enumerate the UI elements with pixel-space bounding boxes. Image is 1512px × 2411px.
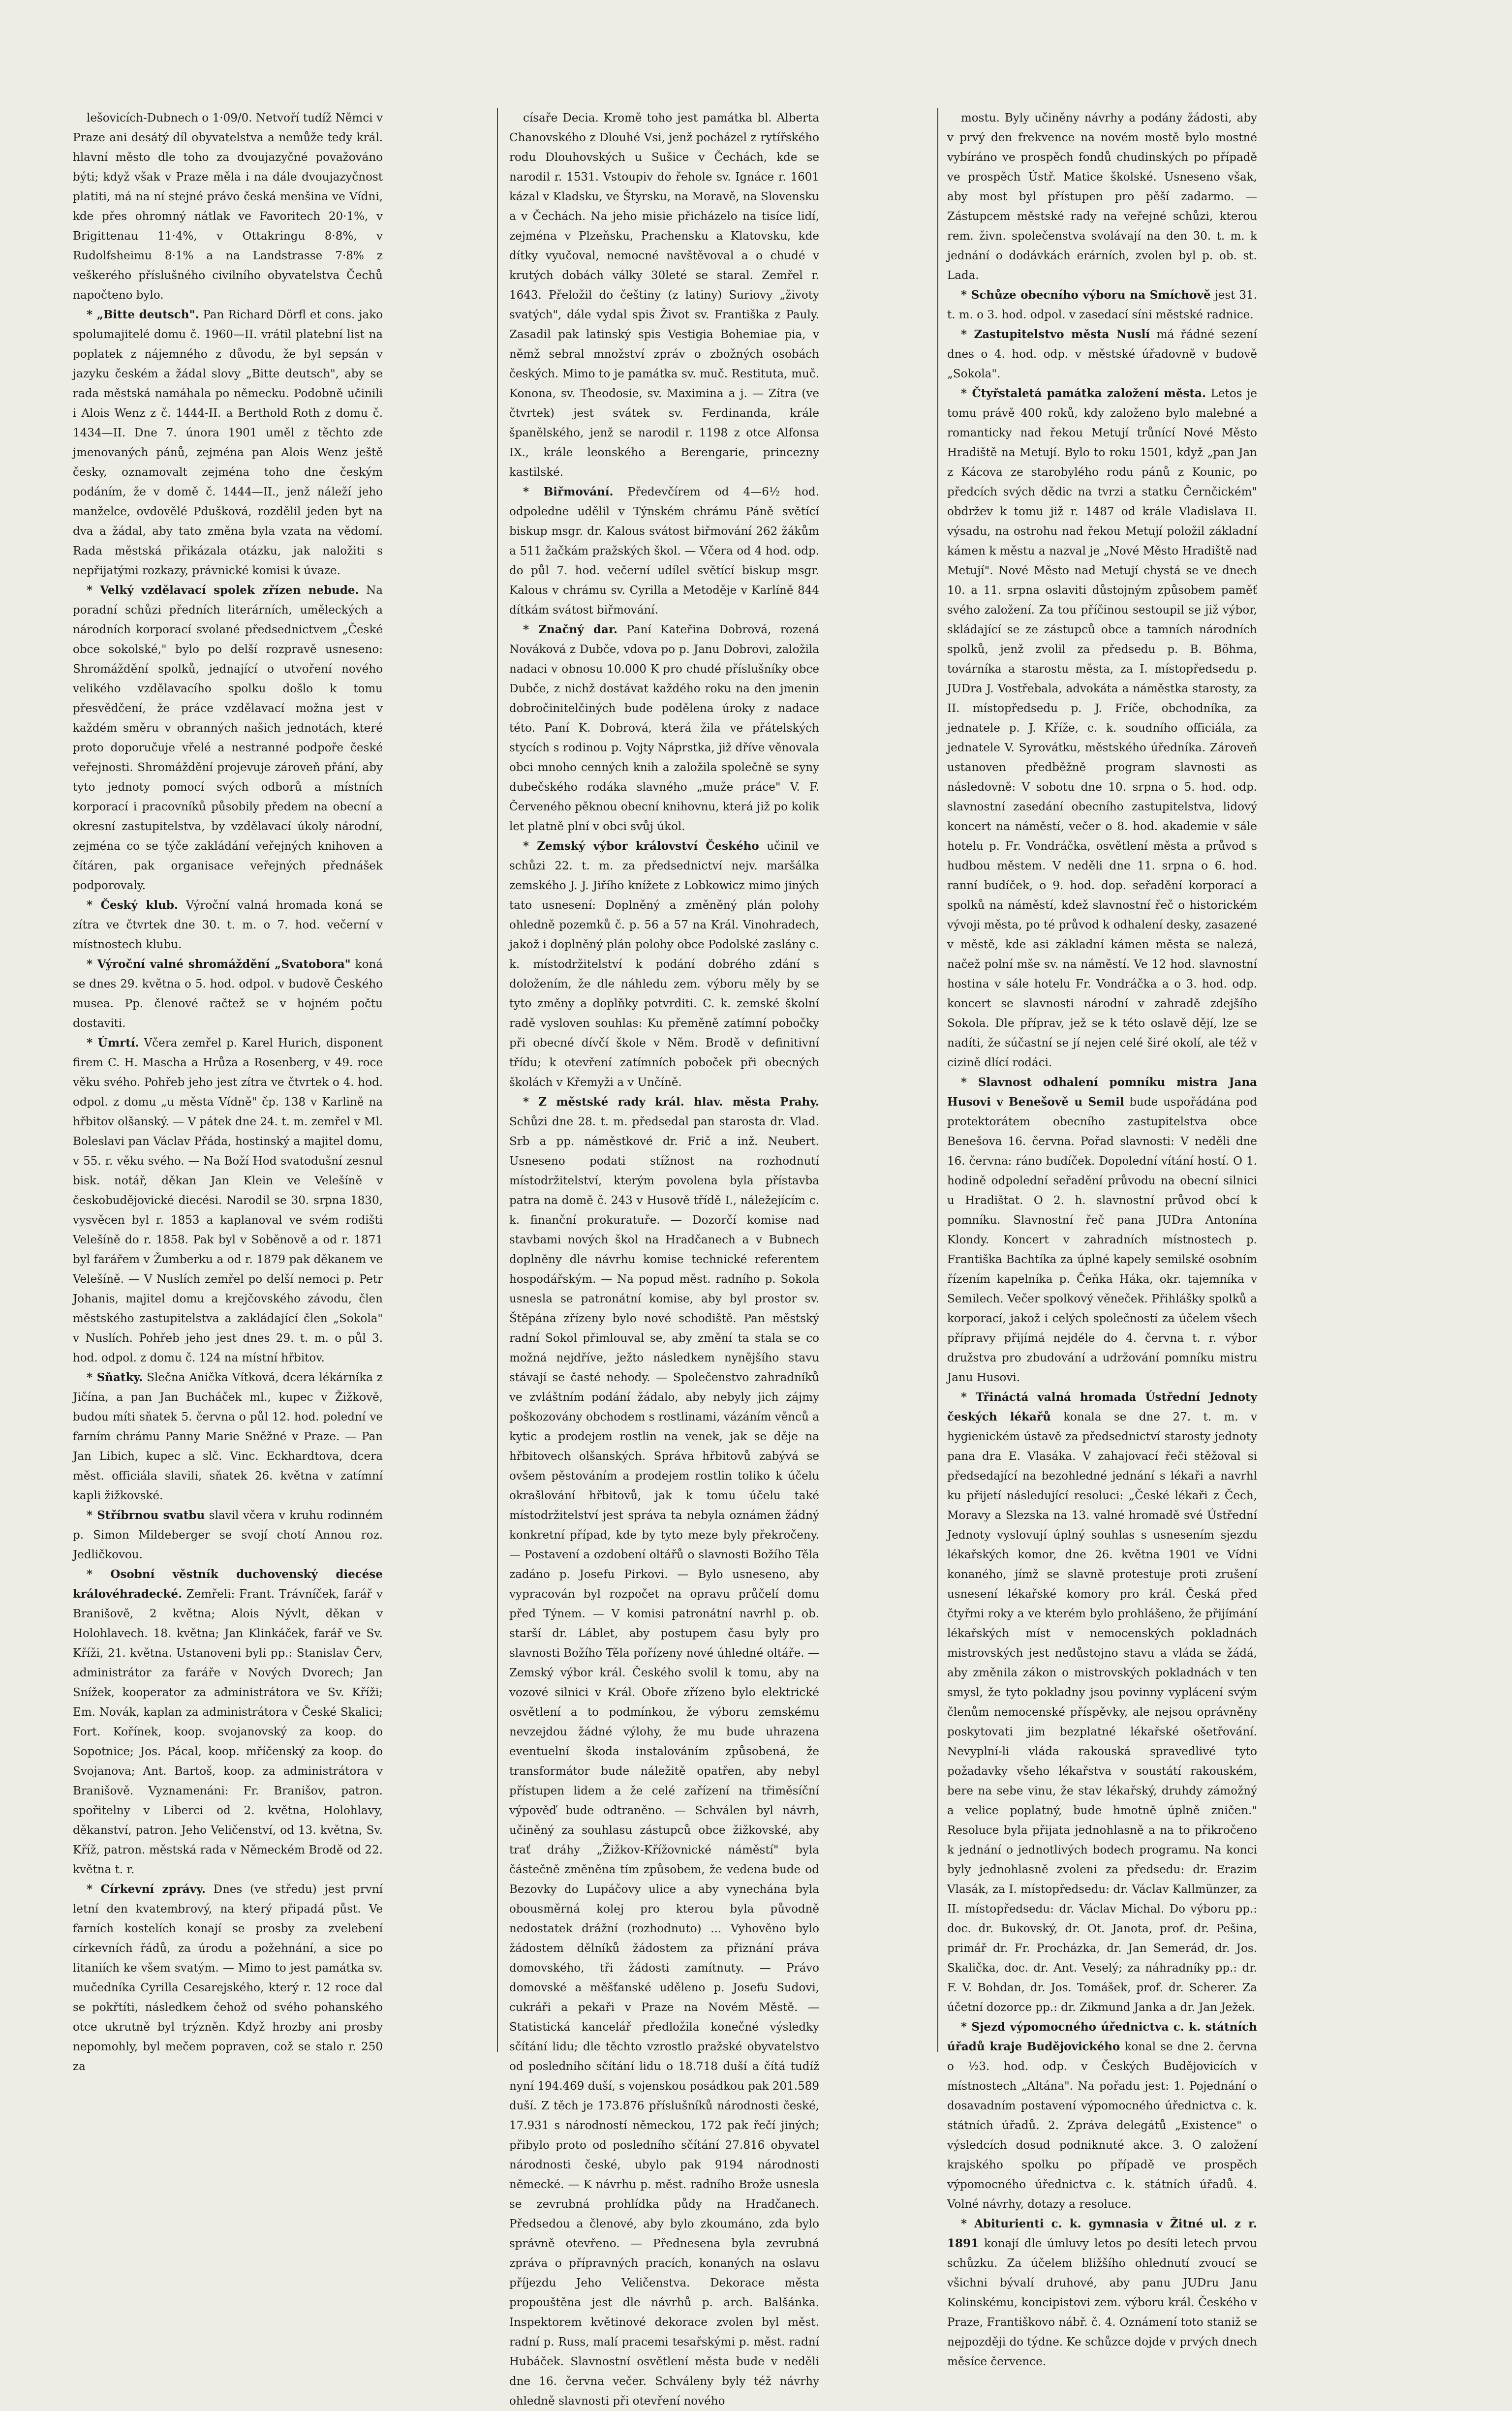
article-heading: * Třináctá valná hromada Ústřední Jednoty českých lékařů <box>947 1391 1257 1423</box>
article-heading: * Výroční valné shromáždění „Svatobora" <box>87 958 351 971</box>
text-column-3 <box>947 108 1258 2368</box>
article-heading: * Zastupitelstvo města Nuslí <box>961 328 1150 341</box>
column-rule <box>497 108 498 2052</box>
article-heading: * Český klub. <box>87 898 178 912</box>
text-column-1 <box>73 108 383 2073</box>
article-paragraph <box>73 1506 383 1565</box>
article-heading: * Velký vzdělavací spolek zřízen nebude. <box>87 584 359 597</box>
article-text: jest 31. t. m. o 3. hod. odpol. v zasedací síni městské radnice. <box>947 289 1258 321</box>
article-paragraph <box>73 896 383 955</box>
article-text: mostu. Byly učiněny návrhy a podány žádosti, aby v prvý den frekvence na novém mostě bylo mostné vybíráno ve prospěch fondů chudinských po případě ve prospěch Ústř. Matice školské. Usneseno však, aby most byl přístupen pro pěší zadarmo. — Zástupcem městské rady na veřejné schůzi, kterou rem. živn. společenstva svolávají na den 30. t. m. k jednání o dodávkách erárních, zvolen byl p. ob. st. Lada. <box>947 112 1257 282</box>
article-paragraph <box>73 108 383 305</box>
article-heading: * Stříbrnou svatbu <box>87 1509 205 1522</box>
article-paragraph <box>73 955 383 1033</box>
article-heading: * Zemský výbor království Českého <box>523 839 759 853</box>
article-paragraph <box>947 1073 1257 1388</box>
article-paragraph <box>73 581 383 896</box>
article-text: Pan Richard Dörfl et cons. jako spolumajitelé domu č. 1960—II. vrátil platební list na poplatek z nájemného z důvodu, že byl sepsán v jazyku českém a žádal slovy „Bitte deutsch", aby se rada městská namáhala po německu. Podobně učinili i Alois Wenz z č. 1444-II. a Berthold Roth z domu č. 1434—II. Dne 7. února 1901 uměl z těchto zde jmenovaných pánů, zejména pan Alois Wenz ještě česky, oznamovalt zejména toho dne českým podáním, že v domě č. 1444—II., jenž náleží jeho manželce, ovdovělé Pdušková, rozdělil jeden byt na dva a žádal, aby tato změna byla vzata na vědomí. Rada městská přikázala otázku, jak naložiti s nepřijatými rozkazy, právnické komisi k úvaze. <box>73 309 383 577</box>
article-text: lešovicích-Dubnech o 1·09/0. Netvoří tudíž Němci v Praze ani desátý díl obyvatelstva a nemůže tedy král. hlavní město dle toho za dvoujazyčné považováno býti; když však v Praze měla i na dále dvoujazyčnost platiti, má na ní stejné právo česká menšina ve Vídni, kde přes ohromný nátlak ve Favoritech 20·1%, v Brigittenau 11·4%, v Ottakringu 8·8%, v Rudolfsheimu 8·1% a na Landstrasse 7·8% z veškerého příslušného civilního obyvatelstva Čechů napočteno bylo. <box>73 112 383 302</box>
article-text: konají dle úmluvy letos po desíti letech prvou schůzku. Za účelem bližšího ohlednutí zvoucí se všichni bývalí druhové, aby panu JUDru Janu Kolinskému, koncipistovi zem. výboru král. Českého v Praze, Františkovo nábř. č. 4. Oznámení toto staniž se nejpozději do týdne. Ke schůzce dojde v prvých dnech měsíce července. <box>947 2237 1258 2368</box>
article-text: Slečna Anička Vítková, dcera lékárníka z Jičína, a pan Jan Bucháček ml., kupec v Žižkově, budou míti sňatek 5. června o půl 12. hod. polední ve farním chrámu Panny Marie Sněžné v Praze. — Pan Jan Libich, kupec a slč. Vinc. Eckhardtova, dcera měst. officiála slavili, sňatek 26. května v zatímní kapli žižkovské. <box>73 1371 383 1502</box>
text-column-2 <box>509 108 820 2408</box>
article-heading: * Z městské rady král. hlav. města Prahy. <box>523 1095 819 1109</box>
article-heading: * Slavnost odhalení pomníku mistra Jana Husovi v Benešově u Semil <box>947 1076 1257 1109</box>
article-text: bude uspořádána pod protektorátem obecního zastupitelstva obce Benešova 16. června. Pořad slavnosti: V neděli dne 16. června: ráno budíček. Dopolední vítání hostí. O 1. hodině odpolední seřadění průvodu na obecní silnici u Hradištat. O 2. h. slavnostní průvod obcí k pomníku. Slavnostní řeč pana JUDra Antonína Klondy. Koncert v zahradních místnostech p. Františka Bachtíka za úplné kapely semilské osobním řízením kapelníka p. Čeňka Háka, okr. tajemníka v Semilech. Večer spolkový věneček. Přihlášky spolků a korporací, jakož i celých společností za účelem všech přípravy přijímá nejdéle do 4. června t. r. výbor družstva pro zbudování a udržování pomníku mistru Janu Husovi. <box>947 1096 1258 1384</box>
article-paragraph <box>947 108 1257 285</box>
article-heading: * Schůze obecního výboru na Smíchově <box>961 288 1211 302</box>
article-text: Paní Kateřina Dobrová, rozená Nováková z Dubče, vdova po p. Janu Dobrovi, založila nadaci v obnosu 10.000 K pro chudé příslušníky obce Dubče, z nichž dostávat každého roku na den jmenin dobročinitelčiných bude podělena úroky z nadace této. Paní K. Dobrová, která žila ve přátelských stycích s rodinou p. Vojty Náprstka, již dříve věnovala obci mnoho cenných knih a založila společně se syny dubečského rodáka slavného „muže práce" V. F. Červeného pěknou obecní knihovnu, která již po kolik let platně plní v obci svůj úkol. <box>509 623 820 833</box>
article-text: Výroční valná hromada koná se zítra ve čtvrtek dne 30. t. m. o 7. hod. večerní v místnostech klubu. <box>73 899 383 951</box>
article-paragraph <box>73 1565 383 1880</box>
article-heading: * Biřmování. <box>523 485 614 498</box>
article-paragraph <box>947 325 1257 384</box>
article-text: Na poradní schůzi předních literárních, uměleckých a národních korporací svolané předsednictvem „České obce sokolské," bylo po delší rozpravě usneseno: Shromáždění spolků, jednající o utvoření nového velikého vzdělavacího spolku došlo k tomu přesvědčení, že práce vzdělavací možna jest v každém směru v obranných našich jednotách, které proto doporučuje vřelé a nestranné podpoře české veřejnosti. Shromáždění projevuje zároveň přání, aby tyto jednoty pomocí svých odborů a místních korporací i pracovníků působily předem na obecní a okresní zastupitelstva, by vzdělavací úkoly národní, zejména co se týče zakládání veřejných knihoven a čítáren, pak organisace veřejných přednášek podporovaly. <box>73 584 383 892</box>
article-paragraph <box>73 1033 383 1368</box>
article-text: Schůzi dne 28. t. m. předsedal pan starosta dr. Vlad. Srb a pp. náměstkové dr. Frič a inž. Neubert. Usneseno podati stížnost na rozhodnutí místodržitelství, kterým povolena byla přístavba patra na domě č. 243 v Husově třídě I., náležejícím c. k. finanční prokuratuře. — Dozorčí komise nad stavbami nových škol na Hradčanech a v Bubnech doplněny dle návrhu komise technické referentem hospodářským. — Na popud měst. radního p. Sokola usnesla se patronátní komise, aby byl prostor sv. Štěpána zřízeny bylo nové schodiště. Pan městský radní Sokol přimlouval se, aby změní ta stala se co možná nejdříve, ježto následkem nynějšího stavu stávají se časté nehody. — Společenstvo zahradníků ve zvláštním podání žádalo, aby nebyly jich zájmy poškozovány obchodem s rostlinami, vázáním věnců a kytic a prodejem rostlin na venek, jak se děje na hřbitovech olšanských. Správa hřbitovů zabývá se ovšem pěstováním a prodejem rostlin toliko k účelu okrašlování hřbitovů, jak k tomu účelu také místodržitelství jest správa ta nebyla oznámen žádný konkretní případ, kde by tyto meze byly překročeny. — Postavení a ozdobení oltářů o slavnosti Božího Těla zadáno p. Josefu Pirkovi. — Bylo usneseno, aby vypracován byl rozpočet na opravu průčelí domu před Týnem. — V komisi patronátní navrhl p. ob. starší dr. Láblet, aby postupem času byly pro slavnosti Božího Těla pořízeny nové úhledné oltáře. — Zemský výbor král. Českého svolil k tomu, aby na vozové silnici v Král. Oboře zřízeno bylo elektrické osvětlení a to podmínkou, že výboru zemskému nevzejdou žádné výlohy, že mu bude uhrazena eventuelní škoda instalováním způsobená, že transformátor bude náležitě opatřen, aby nebyl přístupen lidem a že celé zařízení na třiměsíční výpověď bude odtraněno. — Schválen byl návrh, učiněný za souhlasu zástupců obce žižkovské, aby trať dráhy „Žižkov-Křížovnické náměstí" byla částečně změněna tím způsobem, že vedena bude od Bezovky do Lupáčovy ulice a aby vynechána byla obousměrná kolej pro kterou byla původně nedostatek drážní (rozhodnuto) ... Vyhověno bylo žádostem dělníků žádostem za přiznání práva domovského, tři žádosti zamítnuty. — Právo domovské a měšťanské uděleno p. Josefu Sudovi, cukráři a pekaři v Praze na Novém Městě. — Statistická kancelář předložila konečné výsledky sčítání lidu; dle těchto vzrostlo pražské obyvatelstvo od posledního sčítání lidu o 18.718 duší a čítá tudíž nyní 194.469 duší, s vojenskou posádkou pak 201.589 duší. Z těch je 173.876 příslušníků národnosti české, 17.931 s národností německou, 172 pak řečí jiných; přibylo proto od posledního sčítání 27.816 obyvatel národnosti české, ubylo pak 9194 národnosti německé. — K návrhu p. měst. radního Brože usnesla se zevrubná prohlídka půdy na Hradčanech. Předsedou a členové, aby bylo zkoumáno, zda bylo správně otevřeno. — Přednesena byla zevrubná zpráva o přípravných pracích, konaných na oslavu příjezdu Jeho Veličenstva. Dekorace města propouštěna jest dle návrhů p. arch. Balšánka. Inspektorem květinové dekorace zvolen byl měst. radní p. Russ, malí pracemi tesařskými p. měst. radní Hubáček. Slavnostní osvětlení města bude v neděli dne 16. června večer. Schváleny byly též návrhy ohledně slavnosti při otevření nového <box>509 1115 819 2408</box>
article-text: koná se dnes 29. května o 5. hod. odpol. v budově Českého musea. Pp. členové račtež se v hojném počtu dostaviti. <box>73 958 383 1030</box>
article-paragraph <box>73 305 383 581</box>
article-paragraph <box>509 620 819 836</box>
article-text: učinil ve schůzi 22. t. m. za předsednictví nejv. maršálka zemského J. J. Jiřího knížete z Lobkowicz mimo jiných tato usnesení: Doplněný a změněný plán polohy ohledně pozemků č. p. 56 a 57 na Král. Vinohradech, jakož i doplněný plán polohy obce Podolské zaslány c. k. místodržitelství k podání dobrého zdání s doložením, že dle náhledu zem. výboru měly by se tyto změny a doplňky potvrditi. C. k. zemské školní radě vysloven souhlas: Ku přeměně zatímní pobočky při obecné dívčí škole v Něm. Brodě v definitivní třídu; k otevření zatímních poboček při obecných školách v Křemyži a v Unčíně. <box>509 840 819 1089</box>
article-paragraph <box>73 1880 383 2076</box>
article-text: císaře Decia. Kromě toho jest památka bl. Alberta Chanovského z Dlouhé Vsi, jenž pocházel z rytířského rodu Dlouhovských u Sušice v Čechách, kde se narodil r. 1531. Vstoupiv do řehole sv. Ignáce r. 1601 kázal v Kladsku, ve Štyrsku, na Moravě, na Slovensku a v Čechách. Na jeho misie přicházelo na tisíce lidí, zejména v Plzeňsku, Prachensku a Klatovsku, kde dítky vyučoval, nemocné navštěvoval a o chudé v krutých dobách války 30leté se staral. Zemřel r. 1643. Přeložil do češtiny (z latiny) Suriovy „životy svatých", dále vydal spis Život sv. Františka z Pauly. Zasadil pak latinský spis Vestigia Bohemiae pia, v němž sebral množství zpráv o zbožných osobách českých. Mimo to je památka sv. muč. Restituta, muč. Konona, sv. Theodosie, sv. Maximina a j. — Zítra (ve čtvrtek) jest svátek sv. Ferdinanda, krále španělského, jenž se narodil r. 1198 z otce Alfonsa IX., krále leonského a Berengarie, princezny kastilské. <box>509 112 819 479</box>
article-paragraph <box>509 836 819 1092</box>
article-heading: * Osobní věstník duchovenský diecése královéhradecké. <box>73 1568 383 1601</box>
article-text: má řádné sezení dnes o 4. hod. odp. v městské úřadovně v budově „Sokola". <box>947 328 1257 380</box>
article-text: slavil včera v kruhu rodinném p. Simon Mildeberger se svojí chotí Annou roz. Jedličkovou. <box>73 1509 383 1561</box>
article-text: Zemřeli: Frant. Trávníček, farář v Branišově, 2 května; Alois Nývlt, děkan v Holohlavech. 18. května; Jan Klinkáček, farář ve Sv. Kříži, 21. května. Ustanoveni byli pp.: Stanislav Červ, administrátor za faráře v Nových Dvorech; Jan Snížek, kooperator za administrátora ve Sv. Kříži; Em. Novák, kaplan za administrátora v České Skalici; Fort. Kořínek, koop. svojanovský za koop. do Sopotnice; Jos. Pácal, koop. mříčenský za koop. do Svojanova; Ant. Bartoš, koop. za administrátora v Branišově. Vyznamenáni: Fr. Branišov, patron. spořitelny v Liberci od 2. května, Holohlavy, děkanství, patron. Jeho Veličenství, od 13. května, Sv. Kříž, patron. městská rada v Německém Brodě od 22. května t. r. <box>73 1588 383 1876</box>
article-heading: * „Bitte deutsch". <box>87 308 199 321</box>
article-text: konal se dne 2. června o ½3. hod. odp. v Českých Budějovicích v místnostech „Altána". Na pořadu jest: 1. Pojednání o dosavadním postavení výpomocného úřednictva c. k. státních úřadů. 2. Zpráva delegátů „Existence" o výsledcích dosud podniknuté akce. 3. O založení krajského spolku po případě ve prospěch výpomocného úřednictva c. k. státních úřadů. 4. Volné návrhy, dotazy a resoluce. <box>947 2040 1257 2211</box>
article-paragraph <box>947 384 1257 1073</box>
article-paragraph <box>947 2214 1257 2372</box>
article-heading: * Abiturienti c. k. gymnasia v Žitné ul. z r. 1891 <box>947 2217 1257 2250</box>
article-heading: * Značný dar. <box>523 623 617 636</box>
column-rule <box>937 108 938 2052</box>
article-paragraph <box>509 482 819 620</box>
article-text: Letos je tomu právě 400 roků, kdy založeno bylo malebné a romanticky nad řekou Metují trůnící Nové Město Hradiště na Metují. Bylo to roku 1501, když „pan Jan z Kácova ze starobylého rodu pánů z Kounic, po předcích svých dědic na tvrzi a statku Černčickém" obdržev k tomu již r. 1487 od krále Vladislava II. výsadu, na ostrohu nad řekou Metují položil základní kámen k městu a nazval je „Nové Město Hradiště nad Metují". Nové Město nad Metují chystá se ve dnech 10. a 11. srpna oslaviti důstojným způsobem paměť svého založení. Za tou příčinou sestoupil se již výbor, skládající se ze zástupců obce a tamních národních spolků, jenž zvolil za předsedu p. B. Böhma, továrníka a starostu města, za I. místopředsedu p. JUDra J. Vostřebala, advokáta a náměstka starosty, za II. místopředsedu p. J. Fríče, obchodníka, za jednatele p. J. Kříže, c. k. soudního officiála, za jednatele V. Syrovátku, městského úředníka. Zároveň ustanoven předběžně program slavnosti as následovně: V sobotu dne 10. srpna o 5. hod. odp. slavnostní zasedání obecního zastupitelstva, lidový koncert na náměstí, večer o 8. hod. akademie v sále hotelu p. Fr. Vondráčka, osvětlení města a průvod s hudbou městem. V neděli dne 11. srpna o 6. hod. ranní budíček, o 9. hod. dop. seřadění korporací a spolků na náměstí, kdež slavnostní řeč o historickém vývoji města, po té průvod k odhalení desky, zasazené v městě, kde asi základní kámen města se nalezá, načež polní mše sv. na náměstí. Ve 12 hod. slavnostní hostina v sále hotelu Fr. Vondráčka a o 3. hod. odp. koncert se slavnosti národní v zahradě zdejšího Sokola. Dle příprav, jež se k této oslavě dějí, lze se nadíti, že súčastní se jí nejen celé širé okolí, ale též v cizině dlící rodáci. <box>947 387 1257 1069</box>
article-heading: * Úmrtí. <box>87 1036 139 1050</box>
article-heading: * Církevní zprávy. <box>87 1883 206 1896</box>
article-paragraph <box>509 1092 819 2411</box>
article-text: Dnes (ve středu) jest první letní den kvatembrový, na který připadá půst. Ve farních kostelích konají se prosby za zvelebení církevních řádů, za úrodu a požehnání, a sice po litaniích ke všem svatým. — Mimo to jest památka sv. mučedníka Cyrilla Cesarejského, který r. 12 roce dal se pokřtíti, následkem čehož od svého pohanského otce ukrutně byl trýzněn. Když hrozby ani prosby nepomohly, byl mečem popraven, což se stalo r. 250 za <box>73 1883 383 2073</box>
article-text: Předevčírem od 4—6½ hod. odpoledne udělil v Týnském chrámu Páně světící biskup msgr. dr. Kalous svátost biřmování 262 žákům a 511 žačkám pražských škol. — Včera od 4 hod. odp. do půl 7. hod. večerní udílel světící biskup msgr. Kalous v chrámu sv. Cyrilla a Metoděje v Karlíně 844 dítkám svátost biřmování. <box>509 486 820 617</box>
article-heading: * Čtyřstaletá památka založení města. <box>961 387 1206 400</box>
article-paragraph <box>509 108 819 482</box>
article-paragraph <box>947 2017 1257 2214</box>
article-paragraph <box>947 285 1257 325</box>
article-heading: * Sňatky. <box>87 1371 143 1384</box>
article-paragraph <box>73 1368 383 1506</box>
article-text: Včera zemřel p. Karel Hurich, disponent firem C. H. Mascha a Hrůza a Rosenberg, v 49. roce věku svého. Pohřeb jeho jest zítra ve čtvrtek o 4. hod. odpol. z domu „u města Vídně" čp. 138 v Karlině na hřbitov olšanský. — V pátek dne 24. t. m. zemřel v Ml. Boleslavi pan Václav Přáda, hostinský a majitel domu, v 55. r. věku svého. — Na Boží Hod svatodušní zesnul bisk. notář, děkan Jan Klein ve Velešíně v českobudějovické diecési. Narodil se 30. srpna 1830, vysvěcen byl r. 1853 a kaplanoval ve svém rodišti Velešíně do r. 1858. Pak byl v Soběnově a od r. 1871 byl farářem v Žumberku a od r. 1879 pak děkanem ve Velešíně. — V Nuslích zemřel po delší nemoci p. Petr Johanis, majitel domu a krejčovského závodu, člen městského zastupitelstva a zakládající člen „Sokola" v Nuslích. Pohřeb jeho jest dnes 29. t. m. o půl 3. hod. odpol. z domu č. 124 na místní hřbitov. <box>73 1037 383 1364</box>
article-text: konala se dne 27. t. m. v hygienickém ústavě za předsednictví starosty jednoty pana dra E. Vlasáka. V zahajovací řeči stěžoval si předsedající na bezohledné jednání s lékaři a navrhl ku přijetí následující resoluci: „České lékaři z Čech, Moravy a Slezska na 13. valné hromadě své Ústřední Jednoty vyslovují úplný souhlas s usnesením sjezdu lékařských komor, dne 26. května 1901 ve Vídni konaného, jímž se slavně protestuje proti zrušení usnesení lékařské komory pro král. Česká před čtyřmi roky a ve kterém bylo prohlášeno, že přijímání lékařských míst v nemocenských pokladnách mistrovských jest nedůstojno stavu a vláda se žádá, aby změnila zákon o mistrovských pokladnách v ten smysl, že tyto pokladny jsou povinny vyplácení svým členům nemocenské příspěvky, ale nejsou oprávněny poskytovati jim bezplatné lékařské ošetřování. Nevyplní-li vláda rakouská spravedlivé tyto požadavky všeho lékařstva v soustátí rakouském, bere na sebe vinu, že stav lékařský, druhdy zámožný a velice poplatný, bude hmotně úplně zničen." Resoluce byla přijata jednohlasně a na to přikročeno k jednání o jednotlivých bodech programu. Na konci byly jednohlasně zvoleni za předsedu: dr. Erazim Vlasák, za I. místopředsedu: dr. Václav Kallmünzer, za II. místopředsedu: dr. Václav Michal. Do výboru pp.: doc. dr. Bukovský, dr. Ot. Janota, prof. dr. Pešina, primář dr. Fr. Procházka, dr. Jan Semerád, dr. Jos. Skalička, doc. dr. Ant. Veselý; za náhradníky pp.: dr. F. V. Bohdan, dr. Jos. Tomášek, prof. dr. Scherer. Za účetní dozorce pp.: dr. Zikmund Janka a dr. Jan Ježek. <box>947 1411 1258 2014</box>
article-heading: * Sjezd výpomocného úřednictva c. k. státních úřadů kraje Budějovického <box>947 2020 1257 2053</box>
article-paragraph <box>947 1388 1257 2017</box>
